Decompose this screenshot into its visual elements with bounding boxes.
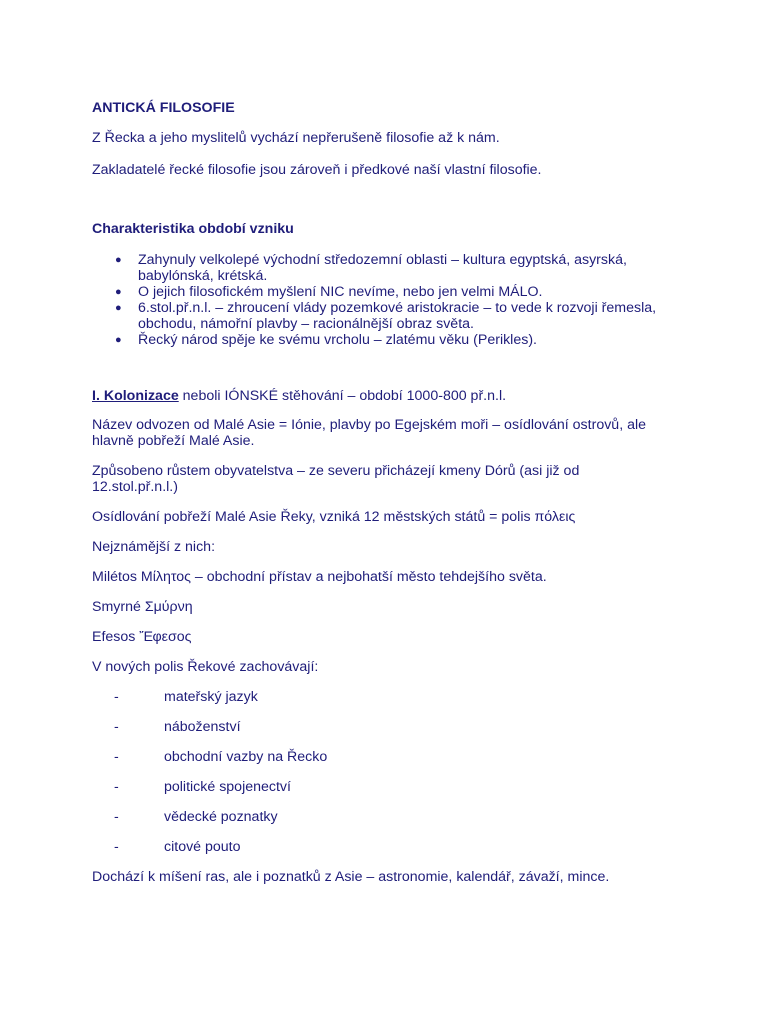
list-item xyxy=(92,300,692,332)
paragraph-line: 12.stol.př.n.l.) xyxy=(92,479,178,495)
paragraph-line: Název odvozen od Malé Asie = Iónie, plavby po Egejském moři – osídlování ostrovů, ale xyxy=(92,417,647,433)
list-item-text: citové pouto xyxy=(164,839,241,855)
paragraph-line: Nejznámější z nich: xyxy=(92,539,216,555)
dash-icon: - xyxy=(114,839,119,855)
paragraph-line: Způsobeno růstem obyvatelstva – ze severu přicházejí kmeny Dórů (asi již od xyxy=(92,463,580,479)
dash-icon: - xyxy=(114,809,119,825)
paragraph-line: Milétos Μίλητος – obchodní přístav a nejbohatší město tehdejšího světa. xyxy=(92,569,547,585)
list-item xyxy=(92,332,692,348)
dash-icon: - xyxy=(114,719,119,735)
paragraph-line: hlavně pobřeží Malé Asie. xyxy=(92,433,255,449)
list-item-text: 6.stol.př.n.l. – zhroucení vlády pozemkové aristokracie – to vede k rozvoji řemesla, obchodu, námořní plavby – racionálnější obraz světa. xyxy=(138,300,657,332)
bullet-icon: ● xyxy=(115,286,122,298)
paragraph-line: V nových polis Řekové zachovávají: xyxy=(92,659,319,675)
page-title: ANTICKÁ FILOSOFIE xyxy=(92,100,235,116)
list-item-text: vědecké poznatky xyxy=(164,809,278,825)
colonization-heading-rest: neboli IÓNSKÉ stěhování – období 1000-800 př.n.l. xyxy=(178,388,507,404)
characteristics-bullet-list xyxy=(92,252,692,348)
list-item xyxy=(92,689,258,705)
closing-paragraph: Dochází k míšení ras, ale i poznatků z Asie – astronomie, kalendář, závaží, mince. xyxy=(92,869,610,885)
section-heading-colonization xyxy=(92,388,708,404)
list-item-text: politické spojenectví xyxy=(164,779,291,795)
section-heading-characteristics: Charakteristika období vzniku xyxy=(92,221,294,237)
bullet-icon: ● xyxy=(115,302,122,314)
intro-paragraph-1: Z Řecka a jeho myslitelů vychází nepřerušeně filosofie až k nám. xyxy=(92,130,500,146)
bullet-icon: ● xyxy=(115,254,122,266)
list-item-text: náboženství xyxy=(164,719,241,735)
colonization-heading-bold: I. Kolonizace xyxy=(92,388,179,404)
list-item xyxy=(92,252,692,284)
list-item xyxy=(92,779,291,795)
list-item xyxy=(92,839,241,855)
dash-icon: - xyxy=(114,689,119,705)
intro-paragraph-2: Zakladatelé řecké filosofie jsou zároveň i předkové naší vlastní filosofie. xyxy=(92,162,542,178)
paragraph-line: Efesos Ἔφεσος xyxy=(92,629,192,645)
list-item xyxy=(92,719,241,735)
list-item xyxy=(92,284,692,300)
list-item xyxy=(92,749,327,765)
list-item-text: Řecký národ spěje ke svému vrcholu – zlatému věku (Perikles). xyxy=(138,332,537,348)
list-item-text: mateřský jazyk xyxy=(164,689,258,705)
bullet-icon: ● xyxy=(115,334,122,346)
paragraph-line: Osídlování pobřeží Malé Asie Řeky, vzniká 12 městských států = polis πόλεις xyxy=(92,509,576,525)
list-item-text: O jejich filosofickém myšlení NIC nevíme, nebo jen velmi MÁLO. xyxy=(138,284,543,300)
paragraph-line: Smyrné Σμύρνη xyxy=(92,599,193,615)
dash-icon: - xyxy=(114,749,119,765)
list-item-text: obchodní vazby na Řecko xyxy=(164,749,328,765)
list-item-text: Zahynuly velkolepé východní středozemní oblasti – kultura egyptská, asyrská, babylónská, krétská. xyxy=(138,252,627,284)
dash-icon: - xyxy=(114,779,119,795)
list-item xyxy=(92,809,278,825)
